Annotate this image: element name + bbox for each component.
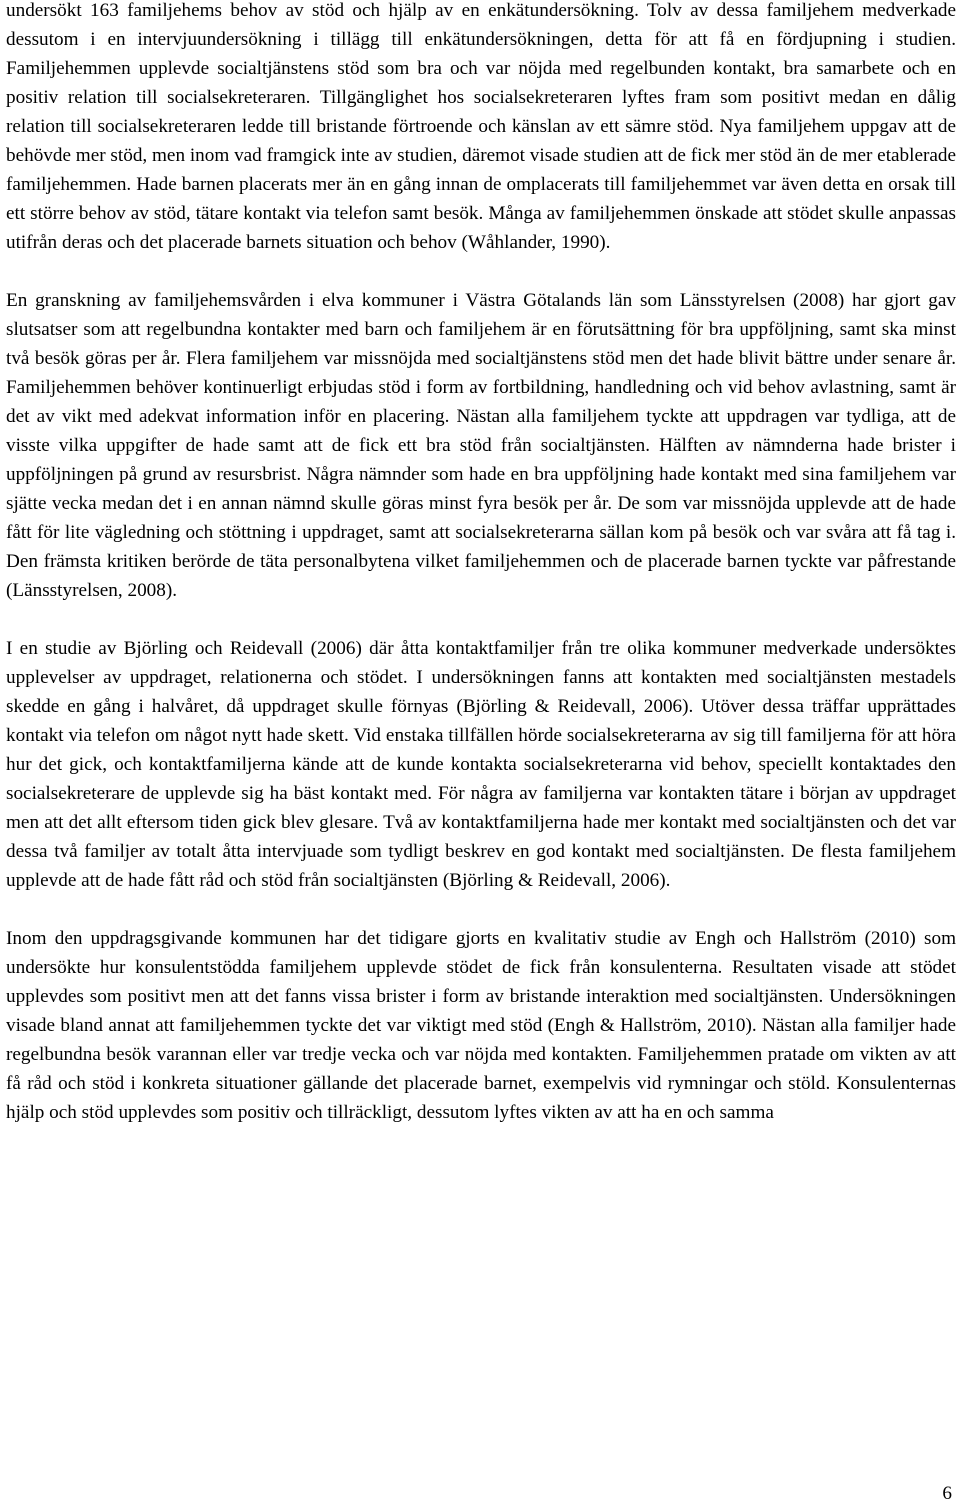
paragraph-bjorling-reidevall: I en studie av Björling och Reidevall (2006) där åtta kontaktfamiljer från tre olika kommuner medverkade undersöktes upplevelser av uppdraget, relationerna och stödet. I undersökningen fanns att kontakten med socialtjänsten mestadels skedde en gång i halvåret, då uppdraget skulle förnyas (Björling & Reidevall, 2006). Utöver dessa träffar upprättades kontakt via telefon om något nytt hade skett. Vid enstaka tillfällen hörde socialsekreterarna av sig till familjerna för att höra hur det gick, och kontaktfamiljerna kände att de kunde kontakta socialsekreterarna vid behov, speciellt kontaktades den socialsekreterare de upplevde sig ha bäst kontakt med. För några av familjerna var kontakten tätare i början av uppdraget men att det allt eftersom tiden gick blev glesare. Två av kontaktfamiljerna hade mer kontakt med socialtjänsten och det var dessa två familjer av totalt åtta intervjuade som tydligt beskrev en god kontakt med socialtjänsten. De flesta familjehem upplevde att de hade fått råd och stöd från socialtjänsten (Björling & Reidevall, 2006).: [6, 638, 956, 891]
paragraph-engh-hallstrom: Inom den uppdragsgivande kommunen har det tidigare gjorts en kvalitativ studie av Engh och Hallström (2010) som undersökte hur konsulentstödda familjehem upplevde stödet de fick från konsulenterna. Resultaten visade att stödet upplevdes som positivt men att det fanns vissa brister i form av bristande interaktion med socialtjänsten. Undersökningen visade bland annat att familjehemmen tyckte det var viktigt med stöd (Engh & Hallström, 2010). Nästan alla familjer hade regelbundna besök varannan eller var tredje vecka och var nöjda med kontakten. Familjehemmen pratade om vikten av att få råd och stöd i konkreta situationer gällande det placerade barnet, exempelvis vid rymningar och stöld. Konsulenternas hjälp och stöd upplevdes som positiv och tillräckligt, dessutom lyftes vikten av att ha en och samma: [6, 928, 956, 1123]
page-number: 6: [942, 1483, 952, 1504]
paragraph-lansstyrelsen-granskning: En granskning av familjehemsvården i elva kommuner i Västra Götalands län som Länsstyrelsen (2008) har gjort gav slutsatser som att regelbundna kontakter med barn och familjehem är en förutsättning för bra uppföljning, samt ska minst två besök göras per år. Flera familjehem var missnöjda med socialtjänstens stöd men det hade blivit bättre under senare år. Familjehemmen behöver kontinuerligt erbjudas stöd i form av fortbildning, handledning och vid behov avlastning, samt är det av vikt med adekvat information inför en placering. Nästan alla familjehem tyckte att uppdragen var tydliga, att de visste vilka uppgifter de hade samt att de fick ett bra stöd från socialtjänsten. Hälften av nämnderna hade brister i uppföljningen på grund av resursbrist. Några nämnder som hade en bra uppföljning hade kontakt med sina familjehem var sjätte vecka medan det i en annan nämnd skulle göras minst fyra besök per år. De som var missnöjda upplevde att de hade fått för lite vägledning och stöttning i uppdraget, samt att socialsekreterarna sällan kom på besök och var svåra att få tag i. Den främsta kritiken berörde de täta personalbytena vilket familjehemmen och de placerade barnen tyckte var påfrestande (Länsstyrelsen, 2008).: [6, 290, 956, 601]
paragraph-familjehem-behov: undersökt 163 familjehems behov av stöd och hjälp av en enkätundersökning. Tolv av dessa familjehem medverkade dessutom i en intervjuundersökning i tillägg till enkätundersökningen, detta för att få en fördjupning i studien. Familjehemmen upplevde socialtjänstens stöd som bra och var nöjda med regelbunden kontakt, bra samarbete och en positiv relation till socialsekreteraren. Tillgänglighet hos socialsekreteraren lyftes fram som positivt medan en dålig relation till socialsekreteraren ledde till bristande förtroende och känslan av ett sämre stöd. Nya familjehem uppgav att de behövde mer stöd, men inom vad framgick inte av studien, däremot visade studien att de fick mer stöd än de mer etablerade familjehemmen. Hade barnen placerats mer än en gång innan de omplacerats till familjehemmet var även detta en orsak till ett större behov av stöd, tätare kontakt via telefon samt besök. Många av familjehemmen önskade att stödet skulle anpassas utifrån deras och det placerade barnets situation och behov (Wåhlander, 1990).: [6, 0, 957, 253]
document-page: [6, 0, 956, 1156]
